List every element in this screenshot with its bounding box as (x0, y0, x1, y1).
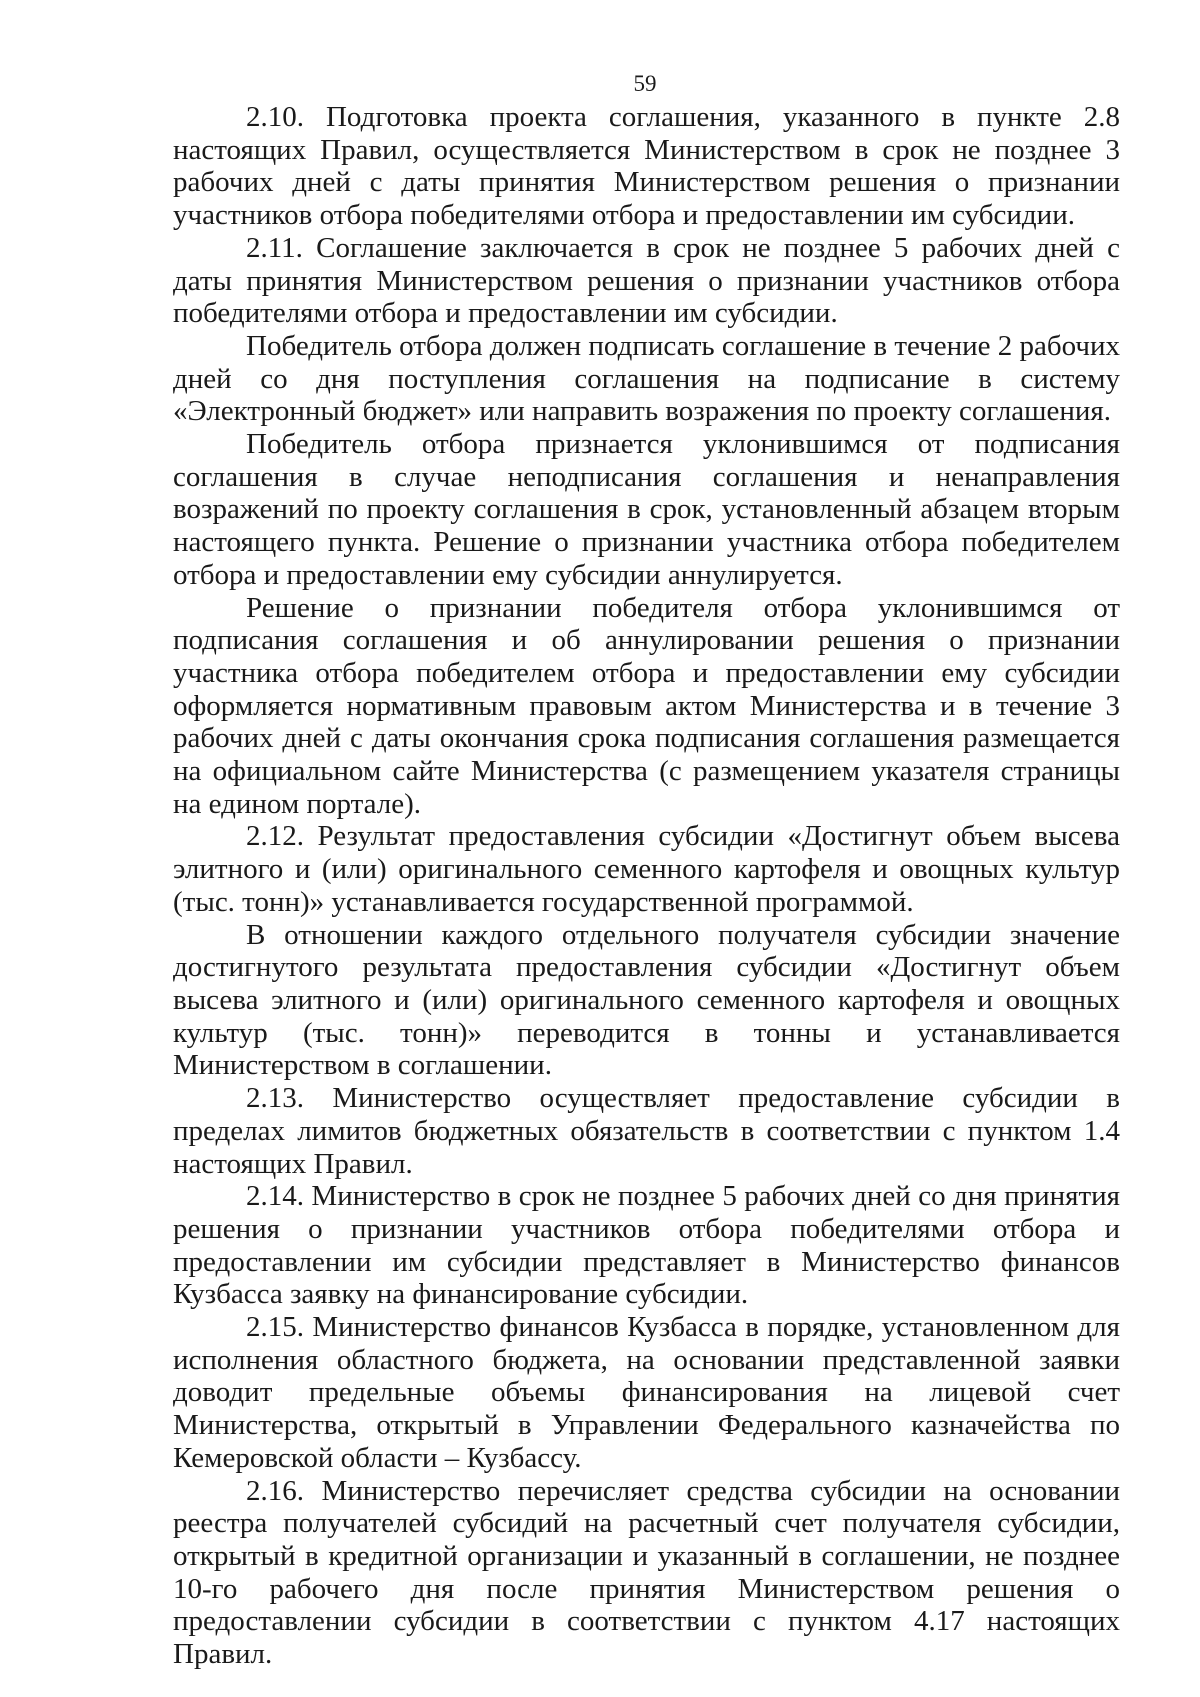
paragraph-annulment-decision: Решение о признании победителя отбора уклонившимся от подписания соглашения и об аннулировании решения о признании участника отбора победителем отбора и предоставлении ему субсидии оформляется нормативным правовым актом Министерства и в течение 3 рабочих дней с даты окончания срока подписания соглашения размещается на официальном сайте Министерства (с размещением указателя страницы на едином портале). (173, 591, 1120, 820)
page-number: 59 (633, 71, 657, 96)
paragraph-result-value: В отношении каждого отдельного получателя субсидии значение достигнутого результата предоставления субсидии «Достигнут объем высева элитного и (или) оригинального семенного картофеля и овощных культур (тыс. тонн)» переводится в тонны и устанавливается Министерством в соглашении. (173, 918, 1120, 1082)
paragraph-2-11: 2.11. Соглашение заключается в срок не позднее 5 рабочих дней с даты принятия Министерством решения о признании участников отбора победителями отбора и предоставлении им субсидии. (173, 231, 1120, 330)
paragraph-2-16: 2.16. Министерство перечисляет средства субсидии на основании реестра получателей субсидий на расчетный счет получателя субсидии, открытый в кредитной организации и указанный в соглашении, не позднее 10-го рабочего дня после принятия Министерством решения о предоставлении субсидии в соответствии с пунктом 4.17 настоящих Правил. (173, 1474, 1120, 1671)
paragraph-2-12: 2.12. Результат предоставления субсидии «Достигнут объем высева элитного и (или) оригинального семенного картофеля и овощных культур (тыс. тонн)» устанавливается государственной программой. (173, 820, 1120, 918)
paragraph-2-13: 2.13. Министерство осуществляет предоставление субсидии в пределах лимитов бюджетных обязательств в соответствии с пунктом 1.4 настоящих Правил. (173, 1082, 1120, 1180)
document-body (173, 101, 1120, 1671)
paragraph-evasion: Победитель отбора признается уклонившимся от подписания соглашения в случае неподписания соглашения и ненаправления возражений по проекту соглашения в срок, установленный абзацем вторым настоящего пункта. Решение о признании участника отбора победителем отбора и предоставлении ему субсидии аннулируется. (173, 428, 1120, 591)
paragraph-2-15: 2.15. Министерство финансов Кузбасса в порядке, установленном для исполнения областного бюджета, на основании представленной заявки доводит предельные объемы финансирования на лицевой счет Министерства, открытый в Управлении Федерального казначейства по Кемеровской области – Кузбассу. (173, 1311, 1120, 1474)
paragraph-2-10: 2.10. Подготовка проекта соглашения, указанного в пункте 2.8 настоящих Правил, осуществляется Министерством в срок не позднее 3 рабочих дней с даты принятия Министерством решения о признании участников отбора победителями отбора и предоставлении им субсидии. (173, 101, 1120, 232)
paragraph-signing-deadline: Победитель отбора должен подписать соглашение в течение 2 рабочих дней со дня поступления соглашения на подписание в систему «Электронный бюджет» или направить возражения по проекту соглашения. (173, 329, 1120, 428)
paragraph-2-14: 2.14. Министерство в срок не позднее 5 рабочих дней со дня принятия решения о признании участников отбора победителями отбора и предоставлении им субсидии представляет в Министерство финансов Кузбасса заявку на финансирование субсидии. (173, 1180, 1120, 1311)
